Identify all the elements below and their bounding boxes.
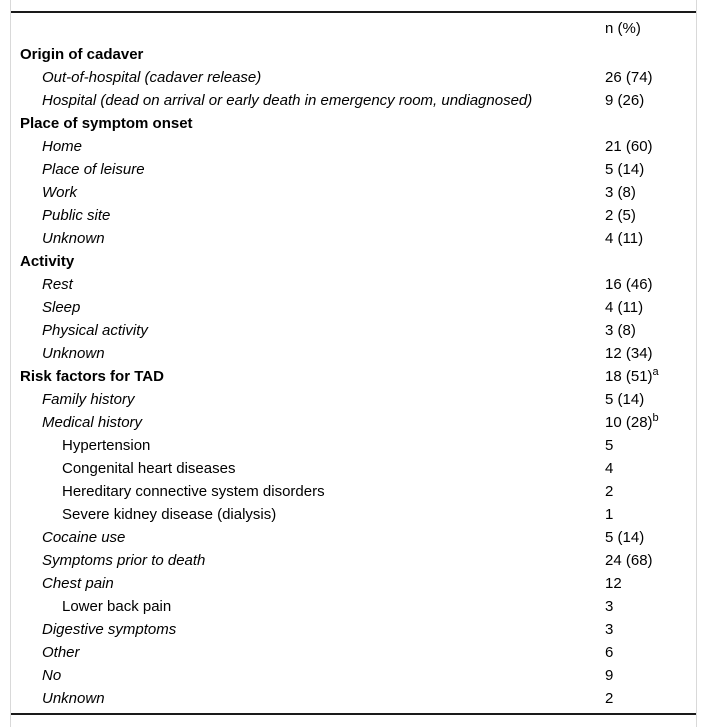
row-value — [605, 296, 643, 319]
row-value-text: 1 — [605, 506, 614, 523]
row-value — [605, 227, 643, 250]
row-value — [605, 595, 613, 618]
row-label: Unknown — [42, 690, 105, 707]
row-label: Cocaine use — [42, 529, 126, 546]
table-body — [0, 17, 708, 710]
row-label: Other — [42, 644, 80, 661]
row-value-text: 9 — [605, 667, 614, 684]
table-row — [0, 135, 708, 158]
row-value — [605, 572, 622, 595]
row-label: Activity — [20, 253, 75, 270]
table-row — [0, 457, 708, 480]
row-value-text: 3 — [605, 598, 614, 615]
row-value — [605, 181, 636, 204]
row-value — [605, 503, 613, 526]
row-value — [605, 411, 659, 434]
table-row — [0, 66, 708, 89]
table-row — [0, 503, 708, 526]
row-value-text: 5 (14) — [605, 391, 645, 408]
row-value-text: 5 (14) — [605, 161, 645, 178]
row-value-text: 26 (74) — [605, 69, 653, 86]
row-value-text: 3 — [605, 621, 614, 638]
row-value — [605, 273, 653, 296]
row-value-text: 2 (5) — [605, 207, 636, 224]
row-label: Home — [42, 138, 83, 155]
footnote-marker: a — [652, 366, 659, 378]
row-label: Symptoms prior to death — [42, 552, 206, 569]
row-label: Severe kidney disease (dialysis) — [62, 506, 277, 523]
row-value — [605, 204, 636, 227]
row-value — [605, 158, 644, 181]
row-label: Origin of cadaver — [20, 46, 144, 63]
row-label: Place of symptom onset — [20, 115, 193, 132]
row-label: Public site — [42, 207, 111, 224]
table-row — [0, 664, 708, 687]
table-row — [0, 89, 708, 112]
row-value — [605, 434, 613, 457]
row-value — [605, 319, 636, 342]
table-row — [0, 296, 708, 319]
table-row — [0, 158, 708, 181]
table-row — [0, 342, 708, 365]
row-value-text: 21 (60) — [605, 138, 653, 155]
row-label: Lower back pain — [62, 598, 172, 615]
footnote-marker: b — [652, 412, 659, 424]
row-value-text: 9 (26) — [605, 92, 645, 109]
table-row — [0, 618, 708, 641]
table-row — [0, 526, 708, 549]
table-row — [0, 595, 708, 618]
row-value — [605, 641, 613, 664]
row-label: Family history — [42, 391, 135, 408]
row-label: Hospital (dead on arrival or early death in emergency room, undiagnosed) — [42, 92, 533, 109]
table-row — [0, 250, 708, 273]
row-value — [605, 66, 653, 89]
row-value — [605, 480, 613, 503]
table-bottom-rule — [11, 713, 696, 715]
row-value-text: 4 (11) — [605, 299, 644, 316]
row-value — [605, 89, 644, 112]
row-value — [605, 388, 644, 411]
row-label: Rest — [42, 276, 73, 293]
table-row — [0, 273, 708, 296]
row-value — [605, 526, 644, 549]
table-row — [0, 319, 708, 342]
row-value — [605, 457, 613, 480]
row-value-text: 3 (8) — [605, 322, 636, 339]
table-row — [0, 227, 708, 250]
row-value-text: 24 (68) — [605, 552, 653, 569]
row-value — [605, 618, 613, 641]
row-value-text: 6 — [605, 644, 614, 661]
row-label: Out-of-hospital (cadaver release) — [42, 69, 262, 86]
row-value-text: 2 — [605, 483, 614, 500]
row-label: Place of leisure — [42, 161, 145, 178]
row-value-text: 16 (46) — [605, 276, 653, 293]
row-label: Risk factors for TAD — [20, 368, 164, 385]
row-value-text: 3 (8) — [605, 184, 636, 201]
row-value-text: 12 — [605, 575, 622, 592]
row-label: Medical history — [42, 414, 143, 431]
table-row — [0, 434, 708, 457]
row-value — [605, 687, 613, 710]
table-row — [0, 411, 708, 434]
table-row — [0, 112, 708, 135]
table-top-rule — [11, 11, 696, 13]
table-row — [0, 43, 708, 66]
table-row — [0, 572, 708, 595]
row-value — [605, 549, 653, 572]
row-label: Digestive symptoms — [42, 621, 177, 638]
table-row — [0, 181, 708, 204]
row-value — [605, 342, 653, 365]
row-label: Unknown — [42, 345, 105, 362]
row-label: Chest pain — [42, 575, 114, 592]
row-label: Unknown — [42, 230, 105, 247]
row-label: No — [42, 667, 62, 684]
table-row — [0, 365, 708, 388]
row-value — [605, 664, 613, 687]
table-row — [0, 641, 708, 664]
table-row — [0, 388, 708, 411]
row-value-text: 18 (51) — [605, 368, 653, 385]
table-row — [0, 480, 708, 503]
table-row — [0, 549, 708, 572]
row-value — [605, 135, 653, 158]
row-value-text: 4 — [605, 460, 614, 477]
row-label: Sleep — [42, 299, 81, 316]
row-value-text: 5 (14) — [605, 529, 645, 546]
row-value-text: 5 — [605, 437, 614, 454]
row-value-text: 10 (28) — [605, 414, 653, 431]
row-label: Hereditary connective system disorders — [62, 483, 325, 500]
row-value-text: 4 (11) — [605, 230, 644, 247]
row-label: Hypertension — [62, 437, 151, 454]
table-row — [0, 687, 708, 710]
table-row — [0, 204, 708, 227]
row-value-text: 2 — [605, 690, 614, 707]
row-value-text: 12 (34) — [605, 345, 653, 362]
row-value — [605, 365, 659, 388]
value-column-header: n (%) — [605, 20, 641, 37]
row-label: Work — [42, 184, 77, 201]
row-label: Congenital heart diseases — [62, 460, 236, 477]
table-header-row — [0, 17, 708, 40]
row-label: Physical activity — [42, 322, 148, 339]
